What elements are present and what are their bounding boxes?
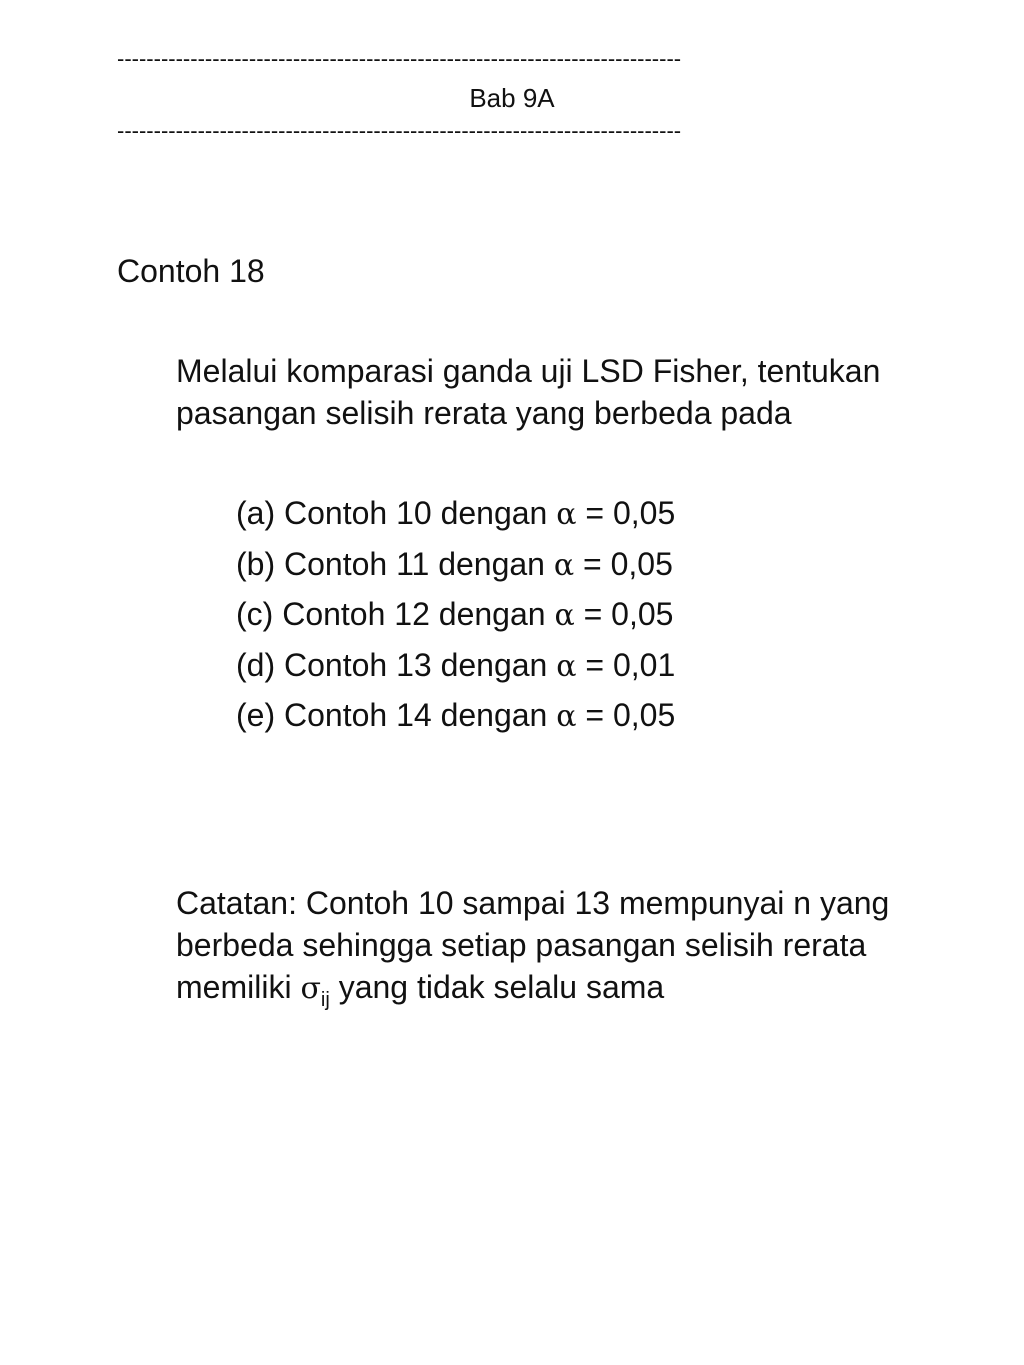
sub-question-item (236, 590, 675, 641)
instruction-line: Melalui komparasi ganda uji LSD Fisher, tentukan (176, 353, 881, 389)
alpha-symbol: α (556, 497, 577, 532)
sigma-subscript: ij (320, 989, 330, 1011)
header-top-rule: ----------------------------------------------------------------------------- (117, 46, 682, 71)
sub-question-value: = 0,01 (585, 646, 676, 683)
alpha-symbol: α (556, 699, 577, 734)
sub-question-value: = 0,05 (585, 495, 676, 531)
sigma-symbol: σ (300, 971, 321, 1006)
note-line (176, 966, 966, 1010)
example-title: Contoh 18 (117, 253, 265, 289)
sub-question-item (236, 540, 675, 591)
instruction-line: pasangan selisih rerata yang berbeda pada (176, 395, 792, 431)
note-paragraph (176, 882, 966, 1010)
sub-question-item (236, 489, 675, 540)
sub-question-label: (d) Contoh 13 dengan (236, 646, 548, 683)
note-text: yang tidak selalu sama (338, 969, 665, 1005)
note-text: memiliki (176, 969, 292, 1005)
alpha-symbol: α (556, 648, 577, 684)
sub-question-value: = 0,05 (583, 596, 674, 632)
chapter-heading: Bab 9A (469, 83, 555, 113)
sub-question-value: = 0,05 (583, 545, 673, 582)
sub-question-label: (e) Contoh 14 dengan (236, 697, 548, 733)
alpha-symbol: α (553, 547, 575, 583)
sub-question-label: (a) Contoh 10 dengan (236, 495, 548, 531)
header-bottom-rule: ----------------------------------------------------------------------------- (117, 118, 682, 143)
note-line: Catatan: Contoh 10 sampai 13 mempunyai n yang (176, 885, 890, 921)
sub-question-label: (b) Contoh 11 dengan (236, 545, 545, 582)
note-line: berbeda sehingga setiap pasangan selisih rerata (176, 927, 867, 963)
sub-question-item (236, 691, 675, 742)
instruction-paragraph (176, 350, 966, 434)
alpha-symbol: α (554, 598, 575, 633)
sub-question-value: = 0,05 (585, 697, 676, 733)
sub-question-label: (c) Contoh 12 dengan (236, 596, 546, 632)
sub-question-item (236, 641, 675, 692)
sub-question-list (236, 489, 675, 742)
